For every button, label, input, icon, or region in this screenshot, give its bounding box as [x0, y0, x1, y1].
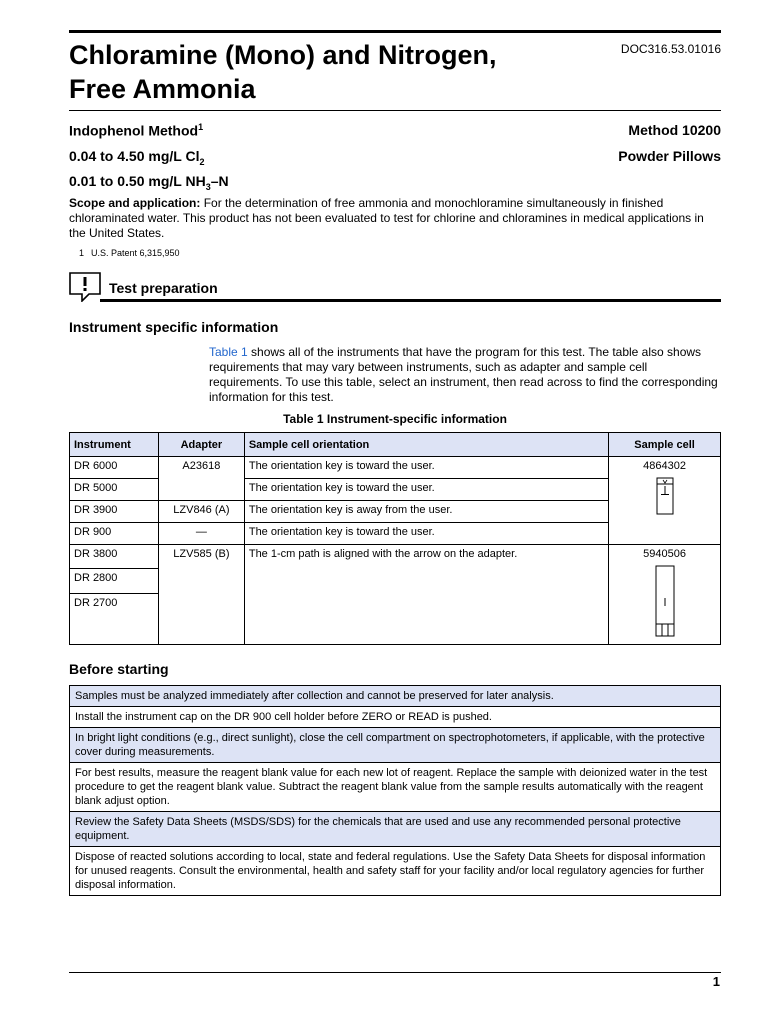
orientation-cell: The orientation key is away from the user. [244, 501, 608, 523]
before-item: In bright light conditions (e.g., direct sunlight), close the cell compartment on spectrophotometers, if applicable, with the protective cover during measurements. [70, 728, 721, 763]
title-rule [69, 110, 721, 111]
attention-icon [69, 272, 101, 302]
instrument-info-body: shows all of the instruments that have the program for this test. The table also shows requirements that may vary between instruments, such as adapter and sample cell requirements. To use this table, select an instrument, then read across to find the corresponding information for this test. [209, 345, 718, 404]
range-row-2 [69, 173, 721, 192]
instrument-cell: DR 900 [70, 523, 159, 545]
sample-cell-round-icon [654, 476, 676, 516]
title-line-2: Free Ammonia [69, 74, 256, 104]
method-row [69, 122, 721, 139]
col-header-sample-cell: Sample cell [609, 433, 721, 457]
list-item [70, 686, 721, 707]
orientation-cell: The 1-cm path is aligned with the arrow on the adapter. [244, 545, 608, 645]
before-starting-heading: Before starting [69, 661, 169, 677]
table-1-caption: Table 1 Instrument-specific information [283, 412, 507, 426]
before-item: Review the Safety Data Sheets (MSDS/SDS) for the chemicals that are used and use any recommended personal protective equipment. [70, 812, 721, 847]
footer-rule [69, 972, 721, 973]
section-title: Test preparation [109, 280, 218, 296]
method-footnote-ref: 1 [198, 122, 204, 132]
sample-cell-square-icon [653, 564, 677, 638]
section-header [69, 272, 721, 304]
method-format: Powder Pillows [618, 148, 721, 164]
scope-paragraph [69, 196, 721, 241]
range-2-suffix: –N [210, 173, 229, 189]
sample-cell-code: 5940506 [643, 548, 686, 560]
before-item: Install the instrument cap on the DR 900 cell holder before ZERO or READ is pushed. [70, 707, 721, 728]
before-item: For best results, measure the reagent blank value for each new lot of reagent. Replace the sample with deionized water in the test procedure to get the reagent blank value. Subtract the reagent blank value from the sample results automatically with the reagent blank adjust option. [70, 763, 721, 812]
adapter-cell: LZV846 (A) [158, 501, 244, 523]
footnote-text: U.S. Patent 6,315,950 [91, 248, 180, 258]
instrument-cell: DR 5000 [70, 479, 159, 501]
sample-cell-code: 4864302 [643, 460, 686, 472]
range-1: 0.04 to 4.50 mg/L Cl [69, 148, 200, 164]
method-name: Indophenol Method [69, 122, 199, 139]
instrument-cell: DR 3800 [70, 545, 159, 569]
sample-cell-1 [609, 457, 721, 545]
orientation-cell: The orientation key is toward the user. [244, 457, 608, 479]
list-item [70, 847, 721, 896]
instrument-info-text [209, 345, 723, 405]
col-header-orientation: Sample cell orientation [244, 433, 608, 457]
col-header-instrument: Instrument [70, 433, 159, 457]
scope-text: For the determination of free ammonia and monochloramine simultaneously in finished chloraminated water. This product has not been evaluated to test for chlorine and chloramines in medical applications in the United States. [69, 196, 704, 240]
table-header-row [70, 433, 721, 457]
page-number: 1 [712, 974, 720, 989]
instrument-table [69, 432, 721, 645]
adapter-cell: A23618 [158, 457, 244, 501]
document-title [69, 38, 609, 106]
section-rule [100, 299, 721, 302]
range-row-1 [69, 148, 721, 167]
range-2-sub: 3 [205, 181, 211, 192]
adapter-cell: LZV585 (B) [158, 545, 244, 645]
range-1-sub: 2 [199, 156, 205, 167]
table-row [70, 457, 721, 479]
before-starting-table [69, 685, 721, 896]
top-rule [69, 30, 721, 33]
scope-label: Scope and application: [69, 196, 201, 210]
instrument-cell: DR 2800 [70, 569, 159, 593]
col-header-adapter: Adapter [158, 433, 244, 457]
orientation-cell: The orientation key is toward the user. [244, 479, 608, 501]
instrument-cell: DR 3900 [70, 501, 159, 523]
range-2: 0.01 to 0.50 mg/L NH [69, 173, 206, 189]
adapter-cell: — [158, 523, 244, 545]
before-item: Samples must be analyzed immediately after collection and cannot be preserved for later analysis. [70, 686, 721, 707]
orientation-cell: The orientation key is toward the user. [244, 523, 608, 545]
table-row [70, 545, 721, 569]
footnote-number: 1 [79, 248, 85, 258]
instrument-cell: DR 2700 [70, 593, 159, 644]
instrument-info-heading: Instrument specific information [69, 319, 279, 335]
before-item: Dispose of reacted solutions according to local, state and federal regulations. Use the Safety Data Sheets for disposal information for unused reagents. Consult the environmental, health and safety staff for your facility and/or local regulatory agencies for further disposal information. [70, 847, 721, 896]
document-id: DOC316.53.01016 [620, 42, 721, 56]
list-item [70, 763, 721, 812]
method-number: Method 10200 [628, 122, 721, 138]
list-item [70, 728, 721, 763]
title-line-1: Chloramine (Mono) and Nitrogen, [69, 40, 497, 70]
list-item [70, 812, 721, 847]
instrument-cell: DR 6000 [70, 457, 159, 479]
table-1-link[interactable]: Table 1 [209, 345, 248, 359]
footnote [79, 248, 180, 258]
list-item [70, 707, 721, 728]
sample-cell-2 [609, 545, 721, 645]
